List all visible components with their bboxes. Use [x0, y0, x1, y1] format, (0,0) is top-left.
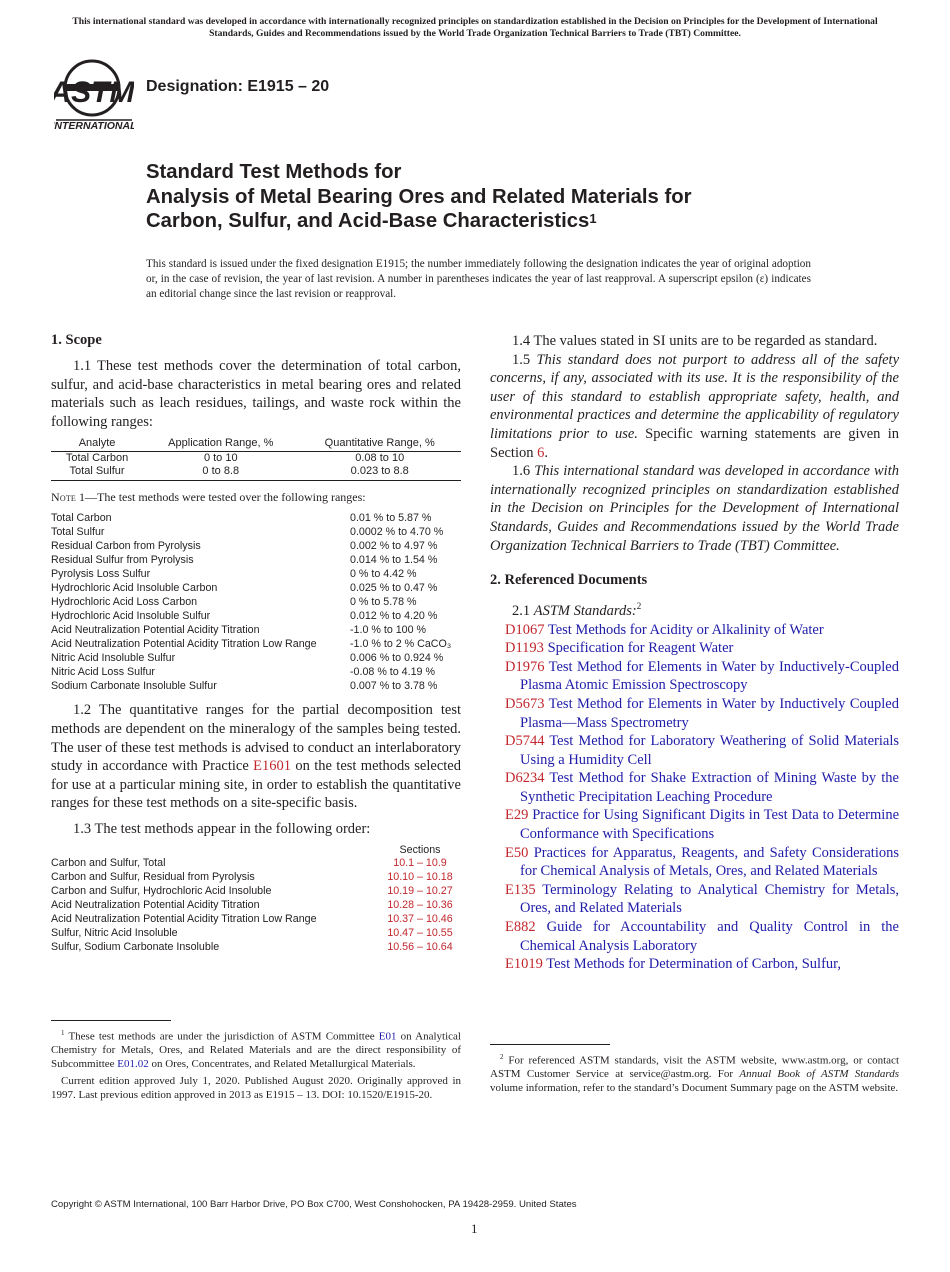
footnote-2-text: [490, 1051, 899, 1096]
tested-range: 0.007 % to 3.78 %: [350, 680, 438, 693]
footnote-text: on Ores, Concentrates, and Related Metallurgical Materials.: [148, 1058, 416, 1071]
range-cell: 0 to 8.8: [143, 465, 298, 481]
list-item: [490, 769, 899, 806]
para-1-5-end: .: [544, 444, 548, 461]
note-1: [51, 490, 461, 505]
section-range-link[interactable]: 10.28 – 10.36: [387, 899, 453, 912]
table-row: [51, 465, 461, 481]
scope-heading: 1. Scope: [51, 332, 102, 348]
list-item: [490, 695, 899, 732]
table-row: [51, 609, 461, 623]
logo-text: ASTM: [54, 76, 134, 109]
right-column: [490, 332, 900, 1095]
para-2-1: [490, 597, 899, 620]
tested-range: 0.01 % to 5.87 %: [350, 512, 432, 525]
para-1-2: [51, 701, 461, 813]
table-row: [51, 452, 461, 466]
para-1-2-text: 1.2 The quantitative ranges for the partial decomposition test methods are dependent on the mineralogy of the samples being tested. The user of these test methods is advised to conduct an interlaboratory study in accordance with Practice: [51, 702, 461, 775]
section-method: Carbon and Sulfur, Hydrochloric Acid Insoluble: [51, 885, 272, 898]
table-row: [51, 525, 461, 539]
para-1-3: 1.3 The test methods appear in the following order:: [73, 820, 371, 837]
reference-title-link[interactable]: Test Method for Shake Extraction of Mining Waste by the Synthetic Precipitation Leaching Procedure: [520, 770, 899, 805]
reference-code-link[interactable]: E135: [505, 881, 536, 898]
table-row: [51, 651, 461, 665]
tbt-notice: This international standard was developed in accordance with internationally recognized principles on standardization established in the Decision on Principles for the Development of International Standards, Guides and Recommendations issued by the World Trade Organization Technical Barriers to Trade (TBT) Committee.: [72, 16, 878, 39]
para-number: 2.1: [512, 602, 534, 619]
tested-analyte: Hydrochloric Acid Insoluble Carbon: [51, 582, 218, 595]
astm-logo: [54, 58, 134, 132]
tested-range: -1.0 % to 100 %: [350, 624, 427, 637]
table-row: [51, 857, 465, 871]
astm-standards-label: ASTM Standards:: [533, 602, 637, 619]
tested-analyte: Pyrolysis Loss Sulfur: [51, 568, 151, 581]
reference-title-link[interactable]: Guide for Accountability and Quality Control in the Chemical Analysis Laboratory: [520, 919, 899, 954]
footnote-1-text: [51, 1027, 461, 1072]
tested-range: 0 % to 5.78 %: [350, 596, 417, 609]
list-item: [490, 658, 899, 695]
table-row: [51, 885, 465, 899]
tested-range: 0.025 % to 0.47 %: [350, 582, 438, 595]
section-method: Acid Neutralization Potential Acidity Titration Low Range: [51, 913, 317, 926]
tested-ranges-table: [51, 511, 461, 693]
tested-analyte: Residual Carbon from Pyrolysis: [51, 540, 201, 553]
referenced-docs-heading: 2. Referenced Documents: [490, 572, 648, 589]
footnote-text: on Analytical Chemistry for Metals, Ores, and Related Materials and are the direct responsibility of Subcommittee: [51, 1030, 461, 1071]
sections-table: [51, 844, 465, 955]
reference-title-link[interactable]: Test Methods for Acidity or Alkalinity of Water: [547, 621, 824, 638]
para-number: 1.5: [512, 351, 537, 368]
issuance-statement: This standard is issued under the fixed designation E1915; the number immediately following the designation indicates the year of original adoption or, in the case of revision, the year of last revision. A number in parentheses indicates the year of last reapproval. A superscript epsilon (ε) indicates an editorial change since the last revision or reapproval.: [146, 258, 811, 300]
reference-title-link[interactable]: Practice for Using Significant Digits in Test Data to Determine Conformance with Specifications: [520, 807, 900, 843]
footnote-2-mark-small: 2: [500, 1053, 504, 1061]
title-line-2: Analysis of Metal Bearing Ores and Related Materials for: [146, 185, 692, 208]
section-range-link[interactable]: 10.47 – 10.55: [387, 926, 453, 939]
table-row: [51, 844, 465, 858]
sections-header: Sections: [399, 843, 441, 856]
list-item: [490, 732, 899, 769]
tested-analyte: Total Carbon: [51, 512, 112, 525]
astm-logo-mark: [54, 58, 134, 132]
title-footnote-mark[interactable]: 1: [589, 211, 597, 226]
para-number: 1.6: [512, 463, 535, 480]
tested-analyte: Hydrochloric Acid Insoluble Sulfur: [51, 610, 211, 623]
wto-statement: This international standard was developed in accordance with internationally recognized principles on standardization established in the Decision on Principles for the Development of International Standards, Guides and Recommendations issued by the World Trade Organization Technical Barriers to Trade (TBT) Committee.: [490, 463, 899, 554]
tested-analyte: Hydrochloric Acid Loss Carbon: [51, 596, 198, 609]
e01-link[interactable]: E01: [378, 1030, 397, 1043]
logo-subtext: INTERNATIONAL: [54, 120, 134, 132]
footnote-text: For referenced ASTM standards, visit the ASTM website, www.astm.org, or contact ASTM Customer Service at service@astm.org. For: [490, 1054, 899, 1081]
note-text: 1—The test methods were tested over the following ranges:: [76, 490, 366, 505]
sections-blank: [51, 844, 375, 858]
section-range-link[interactable]: 10.10 – 10.18: [387, 871, 453, 884]
tested-analyte: Nitric Acid Insoluble Sulfur: [51, 652, 176, 665]
footnote-text: These test methods are under the jurisdiction of ASTM Committee: [64, 1030, 379, 1043]
table-row: [51, 913, 465, 927]
left-column: [51, 332, 461, 1101]
title-line-3-text: Carbon, Sulfur, and Acid-Base Characteristics: [146, 210, 590, 232]
list-item: [490, 918, 899, 955]
footnote-1-mark: 1: [61, 1029, 65, 1037]
reference-code-link[interactable]: E50: [505, 844, 529, 861]
section-method: Carbon and Sulfur, Residual from Pyrolysis: [51, 871, 255, 884]
section-method: Carbon and Sulfur, Total: [51, 857, 166, 870]
reference-code-link[interactable]: E1019: [505, 956, 543, 973]
range-header-analyte: Analyte: [51, 437, 143, 452]
table-row: [51, 581, 461, 595]
title-line-1: Standard Test Methods for: [146, 161, 402, 183]
table-row: [51, 637, 461, 651]
table-row: [51, 927, 465, 941]
section-method: Sulfur, Sodium Carbonate Insoluble: [51, 940, 220, 953]
section-range-link[interactable]: 10.1 – 10.9: [393, 857, 447, 870]
reference-title-link[interactable]: Test Method for Elements in Water by Inductively Coupled Plasma—Mass Spectrometry: [520, 695, 899, 731]
reference-list: [490, 621, 899, 974]
para-1-1: 1.1 These test methods cover the determination of total carbon, sulfur, and acid-base characteristics in metal bearing ores and related materials such as leach residues, tailings, and waste rock within the following ranges:: [51, 358, 461, 430]
page-number: 1: [471, 1221, 478, 1236]
footnote-rule: [51, 1020, 171, 1021]
designation: Designation: E1915 – 20: [146, 78, 330, 95]
reference-title-link[interactable]: Test Method for Laboratory Weathering of Solid Materials Using a Humidity Cell: [520, 733, 899, 768]
tested-range: 0.006 % to 0.924 %: [350, 652, 444, 665]
footnotes-left: [51, 1020, 461, 1106]
edition-info: Current edition approved July 1, 2020. Published August 2020. Originally approved in 1997. Last previous edition approved in 2013 as E1915 – 13. DOI: 10.1520/E1915-20.: [51, 1075, 461, 1101]
tested-analyte: Nitric Acid Loss Sulfur: [51, 666, 155, 679]
para-1-5: [490, 351, 899, 463]
para-1-2-text: on the test methods selected for use at a particular mining site, in order to establish the quantitative ranges for these test methods on a site-specific basis.: [51, 758, 461, 812]
tested-range: 0.002 % to 4.97 %: [350, 540, 438, 553]
standard-title: [146, 160, 906, 234]
tested-range: 0 % to 4.42 %: [350, 568, 417, 581]
annual-book-title: Annual Book of ASTM Standards: [739, 1068, 899, 1081]
list-item: [490, 639, 899, 658]
safety-statement: This standard does not purport to address all of the safety concerns, if any, associated with its use. It is the responsibility of the user of this standard to establish appropriate safety, health, and environmental practices and determine the applicability of regulatory limitations prior to use.: [490, 351, 900, 442]
footnote-2: [490, 1051, 899, 1096]
reference-title-link[interactable]: Test Methods for Determination of Carbon, Sulfur,: [546, 956, 842, 973]
reference-title-link[interactable]: Test Method for Elements in Water by Inductively-Coupled Plasma Atomic Emission Spectroscopy: [520, 658, 899, 694]
para-1-6: [490, 462, 899, 555]
range-cell: Total Sulfur: [51, 465, 143, 481]
table-row: [51, 679, 461, 693]
reference-title-link[interactable]: Terminology Relating to Analytical Chemistry for Metals, Ores, and Related Materials: [520, 881, 899, 917]
section-6-link[interactable]: 6: [537, 444, 545, 461]
table-row: [51, 553, 461, 567]
table-row: [51, 567, 461, 581]
range-table: [51, 437, 461, 481]
footnote-rule: [490, 1044, 610, 1045]
title-line-3: [146, 209, 906, 234]
table-row: [51, 511, 461, 525]
e01-02-link[interactable]: E01.02: [117, 1058, 149, 1071]
section-method: Sulfur, Nitric Acid Insoluble: [51, 926, 178, 939]
reference-code-link[interactable]: D1067: [505, 621, 545, 638]
tested-range: 0.014 % to 1.54 %: [350, 554, 438, 567]
tested-range: 0.012 % to 4.20 %: [350, 610, 438, 623]
table-row: [51, 871, 465, 885]
tested-analyte: Acid Neutralization Potential Acidity Titration: [51, 624, 260, 637]
note-label: Note: [51, 490, 77, 505]
range-cell: 0.08 to 10: [355, 452, 405, 465]
list-item: [490, 955, 899, 974]
footnote-2-mark[interactable]: 2: [636, 601, 642, 612]
reference-code-link[interactable]: D6234: [505, 770, 545, 787]
table-row: [51, 623, 461, 637]
reference-title-link[interactable]: Practices for Apparatus, Reagents, and Safety Considerations for Chemical Analysis of Metals, Ores, and Related Materials: [520, 844, 899, 880]
section-method: Acid Neutralization Potential Acidity Titration: [51, 899, 260, 912]
tested-analyte: Total Sulfur: [51, 526, 105, 539]
section-range-link[interactable]: 10.37 – 10.46: [387, 913, 453, 926]
footnotes-right: [490, 1044, 899, 1099]
list-item: [490, 621, 899, 640]
footnote-text: volume information, refer to the standard’s Document Summary page on the ASTM website.: [490, 1082, 899, 1095]
tested-range: -1.0 % to 2 % CaCO₃: [350, 638, 452, 651]
list-item: [490, 806, 899, 843]
reference-code-link[interactable]: E882: [505, 919, 536, 936]
reference-code-link[interactable]: E29: [505, 807, 529, 824]
table-row: [51, 595, 461, 609]
range-cell: Total Carbon: [65, 452, 129, 465]
reference-code-link[interactable]: D5744: [505, 733, 545, 750]
copyright: Copyright © ASTM International, 100 Barr Harbor Drive, PO Box C700, West Conshohocken, PA 19428-2959. United States: [51, 1199, 577, 1210]
range-cell: 0.023 to 8.8: [298, 465, 461, 481]
tested-analyte: Residual Sulfur from Pyrolysis: [51, 554, 194, 567]
tested-analyte: Acid Neutralization Potential Acidity Titration Low Range: [51, 638, 317, 651]
table-row: [51, 539, 461, 553]
reference-title-link[interactable]: Specification for Reagent Water: [547, 640, 734, 657]
para-1-4: 1.4 The values stated in SI units are to be regarded as standard.: [512, 333, 878, 349]
tested-range: 0.0002 % to 4.70 %: [350, 526, 444, 539]
reference-code-link[interactable]: D5673: [505, 695, 545, 712]
section-range-link[interactable]: 10.19 – 10.27: [387, 885, 453, 898]
reference-code-link[interactable]: D1193: [505, 640, 544, 657]
tested-range: -0.08 % to 4.19 %: [350, 666, 435, 679]
range-header-quantitative: Quantitative Range, %: [298, 437, 461, 452]
list-item: [490, 881, 899, 918]
table-row: [51, 899, 465, 913]
reference-code-link[interactable]: D1976: [505, 658, 545, 675]
list-item: [490, 844, 899, 881]
table-row: [51, 941, 465, 955]
para-1-5-tail: Specific warning statements are given in Section: [490, 425, 899, 461]
footnote-1: [51, 1027, 461, 1103]
e1601-link[interactable]: E1601: [253, 758, 292, 775]
table-row: [51, 665, 461, 679]
range-cell: 0 to 10: [203, 452, 238, 465]
tested-analyte: Sodium Carbonate Insoluble Sulfur: [51, 680, 217, 693]
range-header-application: Application Range, %: [143, 437, 298, 452]
section-range-link[interactable]: 10.56 – 10.64: [387, 940, 453, 953]
